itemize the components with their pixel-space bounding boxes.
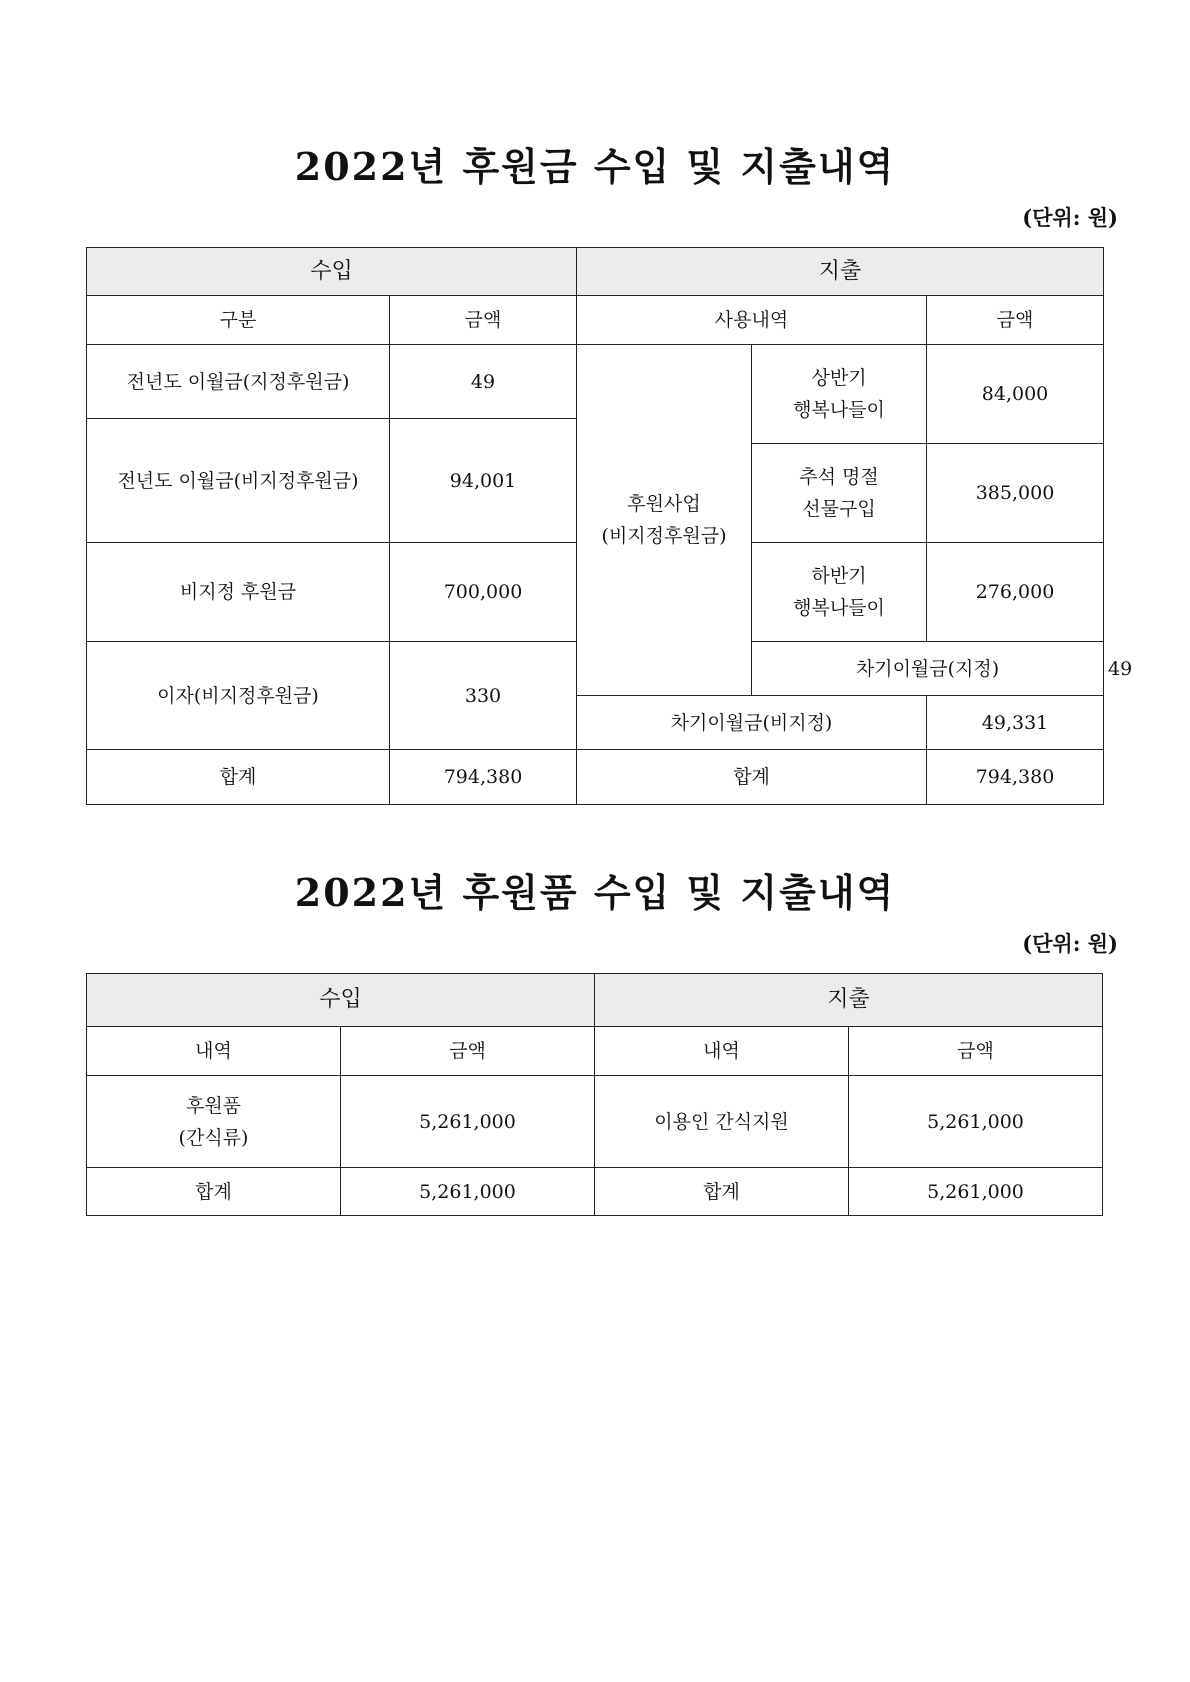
income-total-label: 합계 [87, 750, 390, 805]
expense-item-line: 상반기 [811, 367, 867, 389]
donation-table: 수입 지출 구분 금액 사용내역 금액 전년도 이월금(지정후원금) 49 후원사업 (비지정후원금) 상반기 행복나들이 84,000 전년도 이월금(비지정후원금) 94,001 추석 명절 선물구입 385,000 비지정 후원금 700,000 하반기 행복나들이 276,000 이자(비지정후원금) 330 차기이월금(지정) 49 차기이월금(비지정) 49,331 합계 794,380 합계 794,380 [86, 247, 1104, 805]
expense-item-line: 행복나들이 [793, 597, 885, 619]
income-amount-cell: 5,261,000 [341, 1076, 595, 1168]
income-total-label: 합계 [87, 1168, 341, 1216]
income-item-cell [87, 1076, 341, 1168]
expense-item-cell [752, 444, 927, 543]
expense-amount-cell: 84,000 [927, 345, 1104, 444]
expense-item-line: 하반기 [811, 565, 867, 587]
unit-label: (단위: 원) [1022, 205, 1118, 230]
income-amount-cell: 700,000 [390, 543, 577, 642]
column-header-usage: 사용내역 [577, 296, 927, 345]
expense-item-cell [752, 345, 927, 444]
expense-amount-cell: 5,261,000 [849, 1076, 1103, 1168]
income-header: 수입 [87, 248, 577, 296]
income-item-line: 후원품 [185, 1094, 242, 1117]
expense-total-amount: 5,261,000 [849, 1168, 1103, 1216]
income-amount-cell: 49 [390, 345, 577, 419]
expense-item-line: 행복나들이 [793, 399, 885, 421]
expense-amount-cell: 276,000 [927, 543, 1104, 642]
carryover-designated-label: 차기이월금(지정) [752, 642, 1104, 696]
expense-item-cell: 이용인 간식지원 [595, 1076, 849, 1168]
column-header-category: 구분 [87, 296, 390, 345]
income-category-cell: 전년도 이월금(비지정후원금) [87, 419, 390, 543]
column-header-item: 내역 [87, 1027, 341, 1076]
expense-header: 지출 [595, 974, 1103, 1027]
income-header: 수입 [87, 974, 595, 1027]
expense-total-amount: 794,380 [927, 750, 1104, 805]
page-title-goods: 2022년 후원품 수입 및 지출내역 [294, 870, 896, 915]
income-item-line: (간식류) [178, 1126, 249, 1149]
carryover-nondesignated-amount: 49,331 [927, 696, 1104, 750]
column-header-item: 내역 [595, 1027, 849, 1076]
income-category-cell: 이자(비지정후원금) [87, 642, 390, 750]
carryover-nondesignated-label: 차기이월금(비지정) [577, 696, 927, 750]
expense-item-cell [752, 543, 927, 642]
project-label: 후원사업 [627, 493, 701, 515]
expense-total-label: 합계 [595, 1168, 849, 1216]
expense-header: 지출 [577, 248, 1104, 296]
income-amount-cell: 94,001 [390, 419, 577, 543]
column-header-amount: 금액 [341, 1027, 595, 1076]
project-label-sub: (비지정후원금) [601, 525, 727, 547]
income-total-amount: 5,261,000 [341, 1168, 595, 1216]
column-header-amount: 금액 [927, 296, 1104, 345]
expense-item-line: 선물구입 [802, 498, 876, 520]
expense-total-label: 합계 [577, 750, 927, 805]
project-category-cell [577, 345, 752, 696]
income-total-amount: 794,380 [390, 750, 577, 805]
expense-amount-cell: 385,000 [927, 444, 1104, 543]
column-header-amount: 금액 [390, 296, 577, 345]
income-category-cell: 비지정 후원금 [87, 543, 390, 642]
goods-table [86, 973, 1103, 1216]
expense-item-line: 추석 명절 [799, 466, 879, 488]
income-category-cell: 전년도 이월금(지정후원금) [87, 345, 390, 419]
column-header-amount: 금액 [849, 1027, 1103, 1076]
income-amount-cell: 330 [390, 642, 577, 750]
unit-label: (단위: 원) [1022, 931, 1118, 956]
page-title-donations: 2022년 후원금 수입 및 지출내역 [294, 144, 896, 189]
